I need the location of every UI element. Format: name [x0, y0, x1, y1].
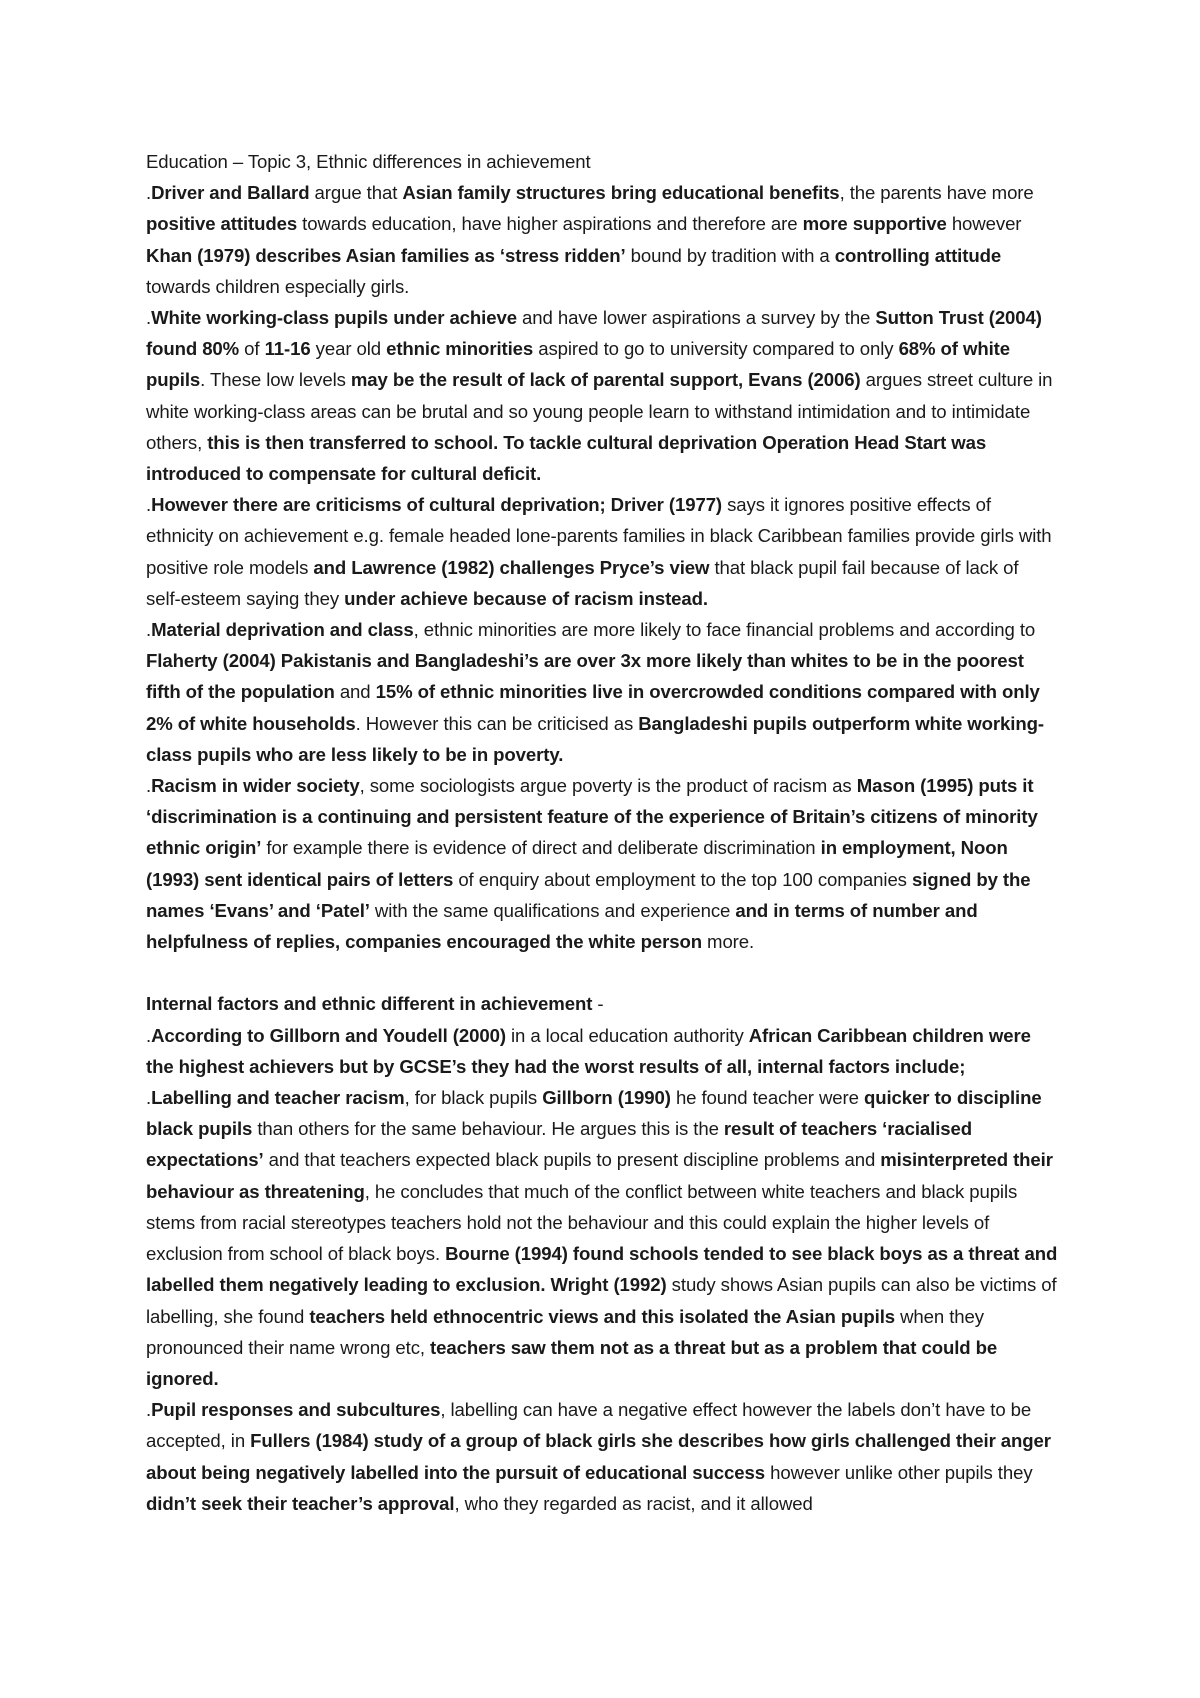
bold-text-run: controlling attitude — [834, 244, 1002, 266]
bold-text-run: Internal factors and ethnic different in achievement — [146, 993, 593, 1015]
text-run: . — [146, 307, 152, 329]
text-run: year old — [310, 338, 387, 360]
bold-text-run: Gillborn (1990) — [542, 1087, 671, 1109]
bold-text-run: Fullers (1984) study of a group of black girls she describes how girls challenged their anger about being negatively labelled into the pursuit of educational success — [146, 1430, 1051, 1483]
text-run: says it ignores positive effects of ethnicity on achievement e.g. female headed lone-parents families in black Caribbean families provide girls with positive role models — [146, 494, 1052, 578]
text-run: for example there is evidence of direct and deliberate discrimination — [261, 837, 821, 859]
text-run: , who they regarded as racist, and it allowed — [454, 1492, 813, 1514]
text-run: , he concludes that much of the conflict between white teachers and black pupils stems from racial stereotypes teachers hold not the behaviour and this could explain the higher levels of exclusion from school of black boys. — [146, 1180, 1018, 1265]
bold-text-run: misinterpreted their behaviour as threatening — [146, 1149, 1053, 1202]
text-run: that black pupil fail because of lack of self-esteem saying they — [146, 556, 1019, 609]
text-run: towards children especially girls. — [146, 275, 410, 297]
bold-text-run: Pupil responses and subcultures — [151, 1399, 441, 1421]
text-run: . — [146, 1087, 152, 1109]
text-run: . These low levels — [200, 369, 351, 391]
text-run: however — [946, 213, 1022, 235]
text-run: . — [146, 619, 152, 641]
blank-line — [146, 957, 1058, 988]
bold-text-run: 68% of white pupils — [146, 338, 1010, 391]
text-run: , for black pupils — [404, 1087, 543, 1109]
bold-text-run: and Lawrence (1982) challenges Pryce’s view — [313, 556, 710, 578]
bold-text-run: African Caribbean children were the highest achievers but by GCSE’s they had the worst results of all, internal factors include; — [146, 1024, 1031, 1077]
bold-text-run: under achieve because of racism instead. — [344, 587, 708, 609]
bold-text-run: According to Gillborn and Youdell (2000) — [151, 1024, 506, 1046]
bold-text-run: 15% of ethnic minorities live in overcrowded conditions compared with only 2% of white households — [146, 681, 1040, 734]
text-run: bound by tradition with a — [625, 244, 835, 266]
bold-text-run: teachers held ethnocentric views and this isolated the Asian pupils — [309, 1305, 896, 1327]
text-run: however unlike other pupils they — [765, 1461, 1033, 1483]
text-run: , ethnic minorities are more likely to face financial problems and according to — [413, 619, 1036, 641]
text-run: with the same qualifications and experience — [369, 899, 736, 921]
paragraph — [146, 614, 1058, 770]
paragraph — [146, 988, 1058, 1019]
bold-text-run: White working-class pupils under achieve — [151, 307, 517, 329]
bold-text-run: teachers saw them not as a threat but as a problem that could be ignored. — [146, 1336, 998, 1389]
bold-text-run: 11-16 — [264, 338, 311, 360]
bold-text-run: Driver and Ballard — [151, 182, 310, 204]
bold-text-run: Bourne (1994) found schools tended to see black boys as a threat and labelled them negatively leading to exclusion. Wright (1992) — [146, 1243, 1058, 1296]
text-run: , some sociologists argue poverty is the product of racism as — [359, 775, 857, 797]
paragraph — [146, 177, 1058, 302]
bold-text-run: result of teachers ‘racialised expectations’ — [146, 1118, 973, 1171]
bold-text-run: this is then transferred to school. To tackle cultural deprivation Operation Head Start was introduced to compensate for cultural deficit. — [146, 431, 987, 485]
bold-text-run: Material deprivation and class — [151, 619, 414, 641]
text-run: . However this can be criticised as — [355, 712, 639, 734]
bold-text-run: more supportive — [802, 213, 947, 235]
bold-text-run: Khan (1979) describes Asian families as ‘stress ridden’ — [146, 244, 626, 266]
text-run: . — [146, 1024, 152, 1046]
text-run: and have lower aspirations a survey by the — [516, 307, 876, 329]
bold-text-run: in employment, Noon (1993) sent identical pairs of letters — [146, 837, 1008, 890]
bold-text-run: may be the result of lack of parental support, Evans (2006) — [350, 369, 861, 391]
paragraph — [146, 1020, 1058, 1082]
text-run: . — [146, 775, 152, 797]
text-run: and — [334, 681, 376, 703]
text-run: , the parents have more — [839, 182, 1034, 204]
document-body — [146, 177, 1058, 1519]
text-run: more. — [701, 931, 755, 953]
text-run: he found teacher were — [670, 1087, 864, 1109]
text-run: . — [146, 494, 152, 516]
paragraph — [146, 302, 1058, 489]
document-page — [146, 146, 1058, 1519]
bold-text-run: Labelling and teacher racism — [151, 1087, 405, 1109]
bold-text-run: Sutton Trust (2004) found 80% — [146, 307, 1042, 360]
text-run: of — [239, 338, 265, 360]
bold-text-run: Mason (1995) puts it ‘discrimination is a continuing and persistent feature of the experience of Britain’s citizens of minority ethnic origin’ — [146, 775, 1038, 859]
document-title: Education – Topic 3, Ethnic differences in achievement — [146, 151, 591, 172]
bold-text-run: However there are criticisms of cultural deprivation; Driver (1977) — [151, 494, 723, 516]
text-run: - — [592, 993, 604, 1015]
text-run: and that teachers expected black pupils to present discipline problems and — [263, 1149, 881, 1171]
text-run: aspired to go to university compared to only — [533, 338, 899, 360]
paragraph — [146, 770, 1058, 957]
text-run: . — [146, 182, 152, 204]
text-run: towards education, have higher aspirations and therefore are — [297, 213, 803, 235]
bold-text-run: Racism in wider society — [151, 775, 360, 797]
text-run: than others for the same behaviour. He argues this is the — [252, 1118, 724, 1140]
bold-text-run: Bangladeshi pupils outperform white working-class pupils who are less likely to be in poverty. — [146, 712, 1044, 765]
bold-text-run: and in terms of number and helpfulness of replies, companies encouraged the white person — [146, 899, 978, 953]
paragraph — [146, 1394, 1058, 1519]
text-run: when they pronounced their name wrong etc, — [146, 1305, 984, 1358]
paragraph — [146, 1082, 1058, 1394]
bold-text-run: quicker to discipline black pupils — [146, 1087, 1042, 1140]
text-run: argue that — [309, 182, 403, 204]
text-run: , labelling can have a negative effect however the labels don’t have to be accepted, in — [146, 1399, 1032, 1452]
bold-text-run: signed by the names ‘Evans’ and ‘Patel’ — [146, 868, 1031, 921]
bold-text-run: ethnic minorities — [386, 338, 534, 360]
text-run: in a local education authority — [505, 1024, 749, 1046]
text-run: of enquiry about employment to the top 100 companies — [453, 868, 912, 890]
bold-text-run: Asian family structures bring educational benefits — [402, 182, 840, 204]
text-run: argues street culture in white working-class areas can be brutal and so young people learn to withstand intimidation and to intimidate others, — [146, 369, 1053, 453]
bold-text-run: positive attitudes — [146, 213, 298, 235]
text-run: . — [146, 1399, 152, 1421]
text-run: study shows Asian pupils can also be victims of labelling, she found — [146, 1274, 1057, 1327]
bold-text-run: didn’t seek their teacher’s approval — [146, 1492, 455, 1514]
bold-text-run: Flaherty (2004) Pakistanis and Bangladeshi’s are over 3x more likely than whites to be in the poorest fifth of the population — [146, 650, 1024, 703]
paragraph — [146, 489, 1058, 614]
